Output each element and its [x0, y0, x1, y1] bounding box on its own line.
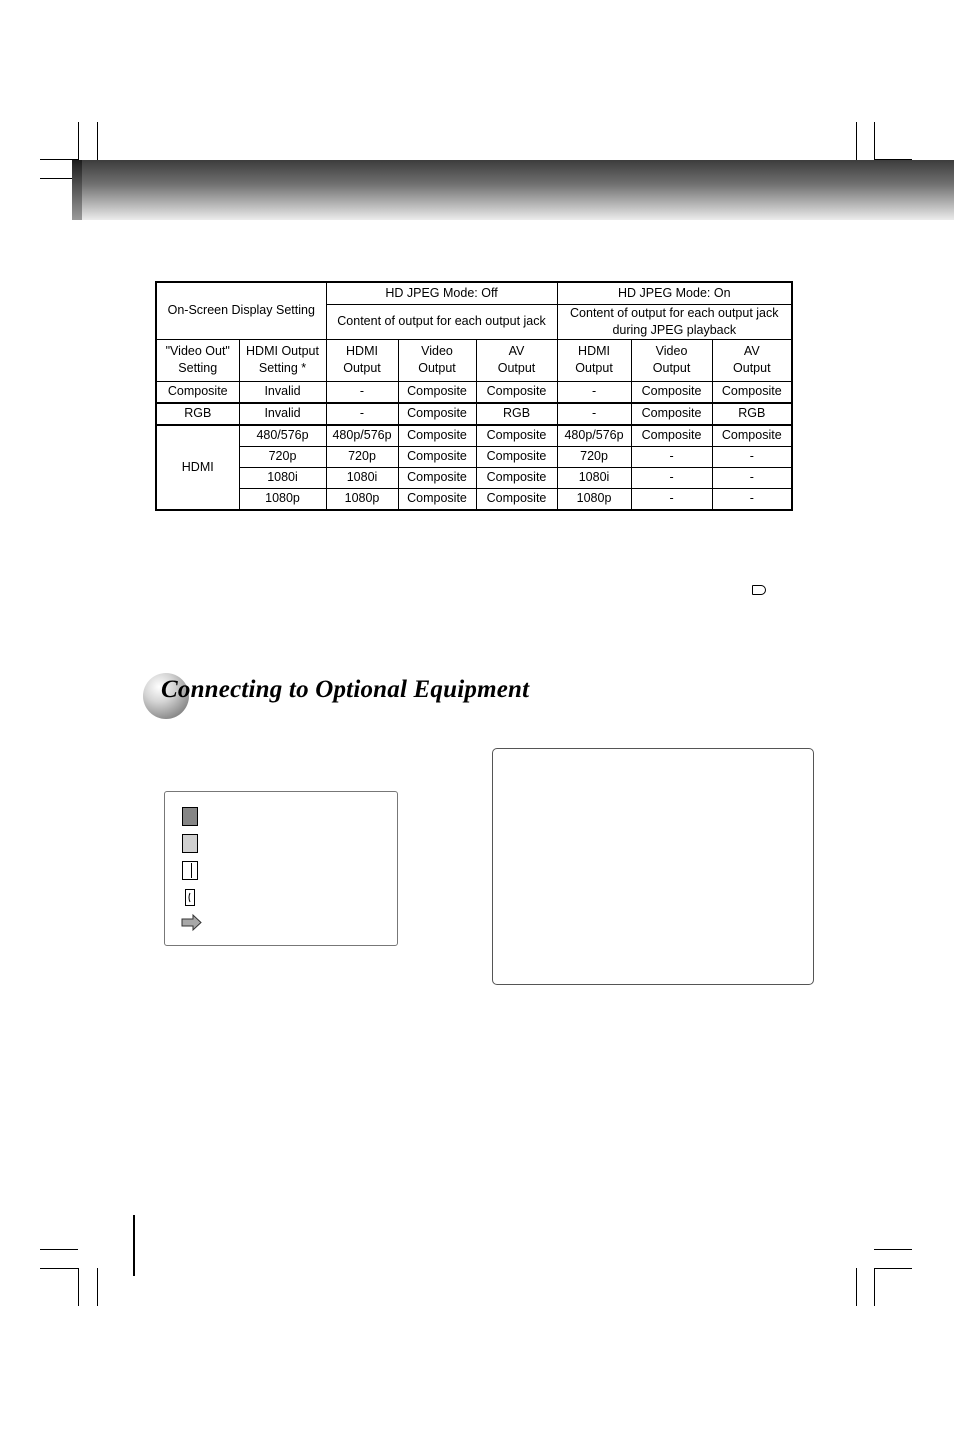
- table-cell: RGB: [712, 403, 792, 425]
- table-cell: -: [557, 381, 631, 403]
- column-header: "Video Out" Setting: [156, 339, 239, 381]
- page-side-bar: [133, 1215, 135, 1276]
- legend-box: [164, 791, 398, 946]
- table-cell: 720p: [326, 446, 398, 467]
- table-cell: Composite: [476, 467, 557, 488]
- column-header: HDMI Output Setting *: [239, 339, 326, 381]
- table-cell: -: [631, 467, 712, 488]
- column-header: HDMI Output: [557, 339, 631, 381]
- table-cell: RGB: [156, 403, 239, 425]
- table-cell: Composite: [398, 403, 476, 425]
- column-header: HDMI Output: [326, 339, 398, 381]
- table-row: [156, 488, 792, 510]
- table-cell: Composite: [476, 488, 557, 510]
- table-cell: Composite: [398, 467, 476, 488]
- osd-setting-header: On-Screen Display Setting: [156, 282, 326, 339]
- table-cell: 1080i: [326, 467, 398, 488]
- table-cell: Composite: [712, 425, 792, 447]
- info-box: [492, 748, 814, 985]
- crop-mark-top-left-v1: [78, 122, 79, 160]
- crop-mark-bottom-left-h2: [40, 1268, 78, 1269]
- table-cell: 480p/576p: [326, 425, 398, 447]
- table-cell: Composite: [476, 425, 557, 447]
- crop-mark-bottom-right-v1: [856, 1268, 857, 1306]
- table-row: [156, 381, 792, 403]
- table-cell: Composite: [712, 381, 792, 403]
- table-cell: 1080i: [557, 467, 631, 488]
- crop-mark-top-right-v1: [856, 122, 857, 160]
- table-cell: 1080i: [239, 467, 326, 488]
- legend-swatch: [182, 834, 198, 853]
- table-cell: Composite: [631, 403, 712, 425]
- table-cell: 1080p: [557, 488, 631, 510]
- table-cell: RGB: [476, 403, 557, 425]
- plug-connector-svg: [181, 888, 201, 908]
- table-cell: -: [712, 446, 792, 467]
- table-cell: -: [326, 403, 398, 425]
- column-header: Video Output: [398, 339, 476, 381]
- table-cell: -: [712, 488, 792, 510]
- table-cell: 1080p: [239, 488, 326, 510]
- arrow-right-svg: [181, 913, 203, 933]
- note-tag-icon: [752, 585, 766, 595]
- crop-mark-top-right-v2: [874, 122, 875, 160]
- table-cell: Invalid: [239, 403, 326, 425]
- crop-mark-bottom-right-h1: [874, 1249, 912, 1250]
- light-gray-square-icon: [181, 834, 201, 854]
- table-header-row-modes: [156, 282, 792, 305]
- table-cell: Composite: [398, 488, 476, 510]
- table-cell-hdmi-group: HDMI: [156, 425, 239, 510]
- table-cell: -: [326, 381, 398, 403]
- dark-gray-square-icon: [181, 807, 201, 827]
- content-on-line-1: Content of output for each output jack: [570, 306, 779, 320]
- header-gradient-band: [72, 160, 954, 220]
- crop-mark-top-left-v2: [97, 122, 98, 160]
- table-cell: Composite: [398, 381, 476, 403]
- table-cell: -: [557, 403, 631, 425]
- content-on-header: [557, 305, 792, 340]
- table-row: [156, 467, 792, 488]
- output-spec-table: [155, 281, 793, 511]
- table-cell: Invalid: [239, 381, 326, 403]
- crop-mark-bottom-left-h1: [40, 1249, 78, 1250]
- table-cell: 480p/576p: [557, 425, 631, 447]
- plug-connector-icon: [181, 888, 201, 908]
- arrow-right-icon: [181, 913, 201, 933]
- mode-on-header: HD JPEG Mode: On: [557, 282, 792, 305]
- column-header: AV Output: [712, 339, 792, 381]
- table-cell: Composite: [156, 381, 239, 403]
- table-column-header-row: [156, 339, 792, 381]
- legend-swatch-divider: [191, 863, 192, 878]
- table-cell: Composite: [476, 381, 557, 403]
- crop-mark-bottom-left-v2: [97, 1268, 98, 1306]
- legend-swatch: [182, 861, 198, 880]
- table-cell: Composite: [631, 425, 712, 447]
- table-cell: 720p: [557, 446, 631, 467]
- content-on-line-2: during JPEG playback: [612, 322, 737, 337]
- table-cell: Composite: [398, 425, 476, 447]
- table-row: [156, 446, 792, 467]
- table-cell: Composite: [631, 381, 712, 403]
- table-row: [156, 403, 792, 425]
- section-title: Connecting to Optional Equipment: [161, 676, 530, 703]
- table-row: [156, 425, 792, 447]
- table-cell: 480/576p: [239, 425, 326, 447]
- table-cell: Composite: [398, 446, 476, 467]
- table-cell: 1080p: [326, 488, 398, 510]
- table-cell: -: [631, 446, 712, 467]
- header-band-tab: [72, 160, 82, 220]
- table-cell: -: [712, 467, 792, 488]
- column-header: Video Output: [631, 339, 712, 381]
- column-header: AV Output: [476, 339, 557, 381]
- table-cell: -: [631, 488, 712, 510]
- crop-mark-bottom-right-v2: [874, 1268, 875, 1306]
- mode-off-header: HD JPEG Mode: Off: [326, 282, 557, 305]
- crop-mark-bottom-left-v1: [78, 1268, 79, 1306]
- legend-swatch: [182, 807, 198, 826]
- content-off-header: Content of output for each output jack: [326, 305, 557, 340]
- table-cell: 720p: [239, 446, 326, 467]
- crop-mark-bottom-right-h2: [874, 1268, 912, 1269]
- split-rectangle-icon: [181, 861, 201, 881]
- table-cell: Composite: [476, 446, 557, 467]
